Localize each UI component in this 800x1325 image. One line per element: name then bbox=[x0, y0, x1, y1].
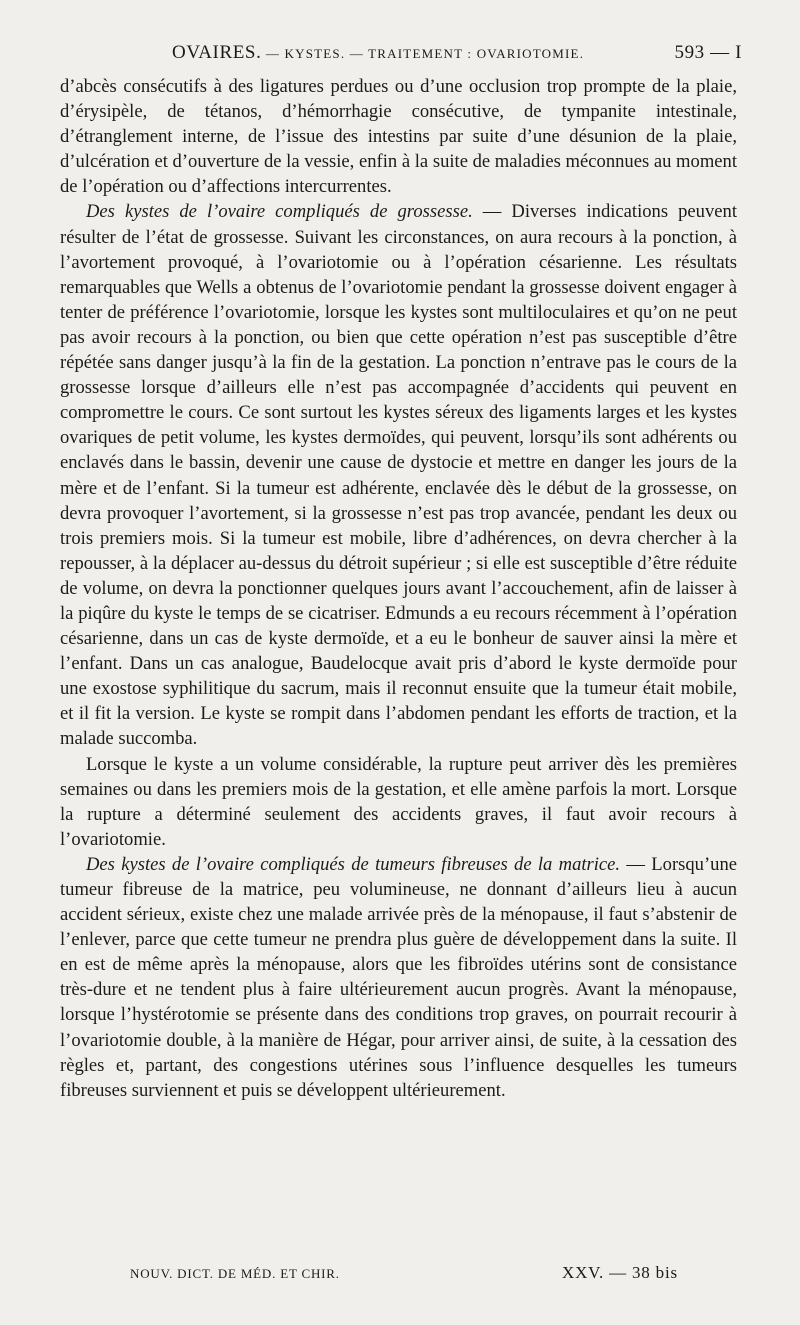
paragraph-2-lead: Des kystes de l’ovaire compliqués de grossesse. bbox=[86, 201, 473, 223]
paragraph-4 bbox=[60, 852, 737, 1103]
footer-publication: NOUV. DICT. DE MÉD. ET CHIR. bbox=[130, 1266, 340, 1281]
running-head-main: OVAIRES. bbox=[172, 42, 262, 63]
paragraph-3 bbox=[60, 752, 737, 852]
page-number: 593 — I bbox=[674, 42, 742, 63]
paragraph-1 bbox=[60, 74, 737, 199]
footer-signature: XXV. — 38 bis bbox=[562, 1263, 678, 1282]
body-text bbox=[60, 74, 737, 1103]
running-head-rest: — KYSTES. — TRAITEMENT : OVARIOTOMIE. bbox=[261, 46, 585, 61]
paragraph-2-text: — Diverses indications peuvent résulter de l’état de grossesse. Suivant les circonstances, on aura recours à la ponction, à l’avortement provoqué, à l’ovariotomie ou à l’opération césarienne. Les résultats remarquables que Wells a obtenus de l’ovariotomie pendant la grossesse doivent engager à tenter de préférence l’ovariotomie, lorsque les kystes sont multiloculaires et qu’on ne peut pas avoir recours à la ponction, ou bien que cette opération n’est pas susceptible d’être répétée sans danger jusqu’à la fin de la gestation. La ponction n’entrave pas le cours de la grossesse lorsque d’ailleurs elle n’est pas accompagnée d’accidents qui peuvent en compromettre le cours. Ce sont surtout les kystes séreux des ligaments larges et les kystes ovariques de petit volume, les kystes dermoïdes, qui peuvent, lorsqu’ils sont adhérents ou enclavés dans le bassin, devenir une cause de dystocie et mettre en danger les jours de la mère et de l’enfant. Si la tumeur est adhérente, enclavée dès le début de la grossesse, on devra provoquer l’avortement, si la grossesse n’est pas trop avancée, pendant les deux ou trois premiers mois. Si la tumeur est mobile, libre d’adhérences, on devra chercher à la repousser, à la déplacer au-dessus du détroit supérieur ; si elle est susceptible d’être réduite de volume, on devra la ponctionner quelques jours avant l’accouchement, afin de laisser à la piqûre du kyste le temps de se cicatriser. Edmunds a eu recours récemment à l’opération césarienne, dans un cas de kyste dermoïde, et a eu le bonheur de sauver ainsi la mère et l’enfant. Dans un cas analogue, Baudelocque avait pris d’abord le kyste dermoïde pour une exostose syphilitique du sacrum, mais il reconnut ensuite que la tumeur était mobile, et il fit la version. Le kyste se rompit dans l’abdomen pendant les efforts de traction, et la malade succomba. bbox=[60, 201, 737, 750]
paragraph-4-lead: Des kystes de l’ovaire compliqués de tumeurs fibreuses de la matrice. bbox=[86, 853, 621, 875]
paragraph-3-text: Lorsque le kyste a un volume considérable, la rupture peut arriver dès les premières semaines ou dans les premiers mois de la gestation, et elle amène parfois la mort. Lorsque la rupture a déterminé seulement des accidents graves, il faut avoir recours à l’ovariotomie. bbox=[60, 753, 737, 850]
paragraph-2 bbox=[60, 199, 737, 751]
paragraph-4-text: — Lorsqu’une tumeur fibreuse de la matrice, peu volumineuse, ne donnant d’ailleurs lieu à aucun accident sérieux, existe chez une malade arrivée près de la ménopause, il faut s’abstenir de l’enlever, parce que cette tumeur ne prendra plus guère de développement dans la suite. Il en est de même après la ménopause, alors que les fibroïdes utérins sont de consistance très-dure et ne tendent plus à faire ultérieurement aucun progrès. Avant la ménopause, lorsque l’hystérotomie se présente dans des conditions trop graves, on pourrait recourir à l’ovariotomie double, à la manière de Hégar, pour arriver ainsi, de suite, à la cessation des règles et, partant, des congestions utérines sous l’influence desquelles les tumeurs fibreuses surviennent et puis se développent ultérieurement. bbox=[60, 853, 738, 1101]
paragraph-1-text: d’abcès consécutifs à des ligatures perdues ou d’une occlusion trop prompte de la plaie, d’érysipèle, de tétanos, d’hémorrhagie consécutive, de tympanite intestinale, d’étranglement interne, de l’issue des intestins par suite d’une désunion de la plaie, d’ulcération et d’ouverture de la vessie, enfin à la suite de maladies méconnues au moment de l’opération ou d’affections intercurrentes. bbox=[60, 76, 737, 198]
running-head bbox=[172, 42, 584, 64]
page-header bbox=[60, 42, 742, 70]
